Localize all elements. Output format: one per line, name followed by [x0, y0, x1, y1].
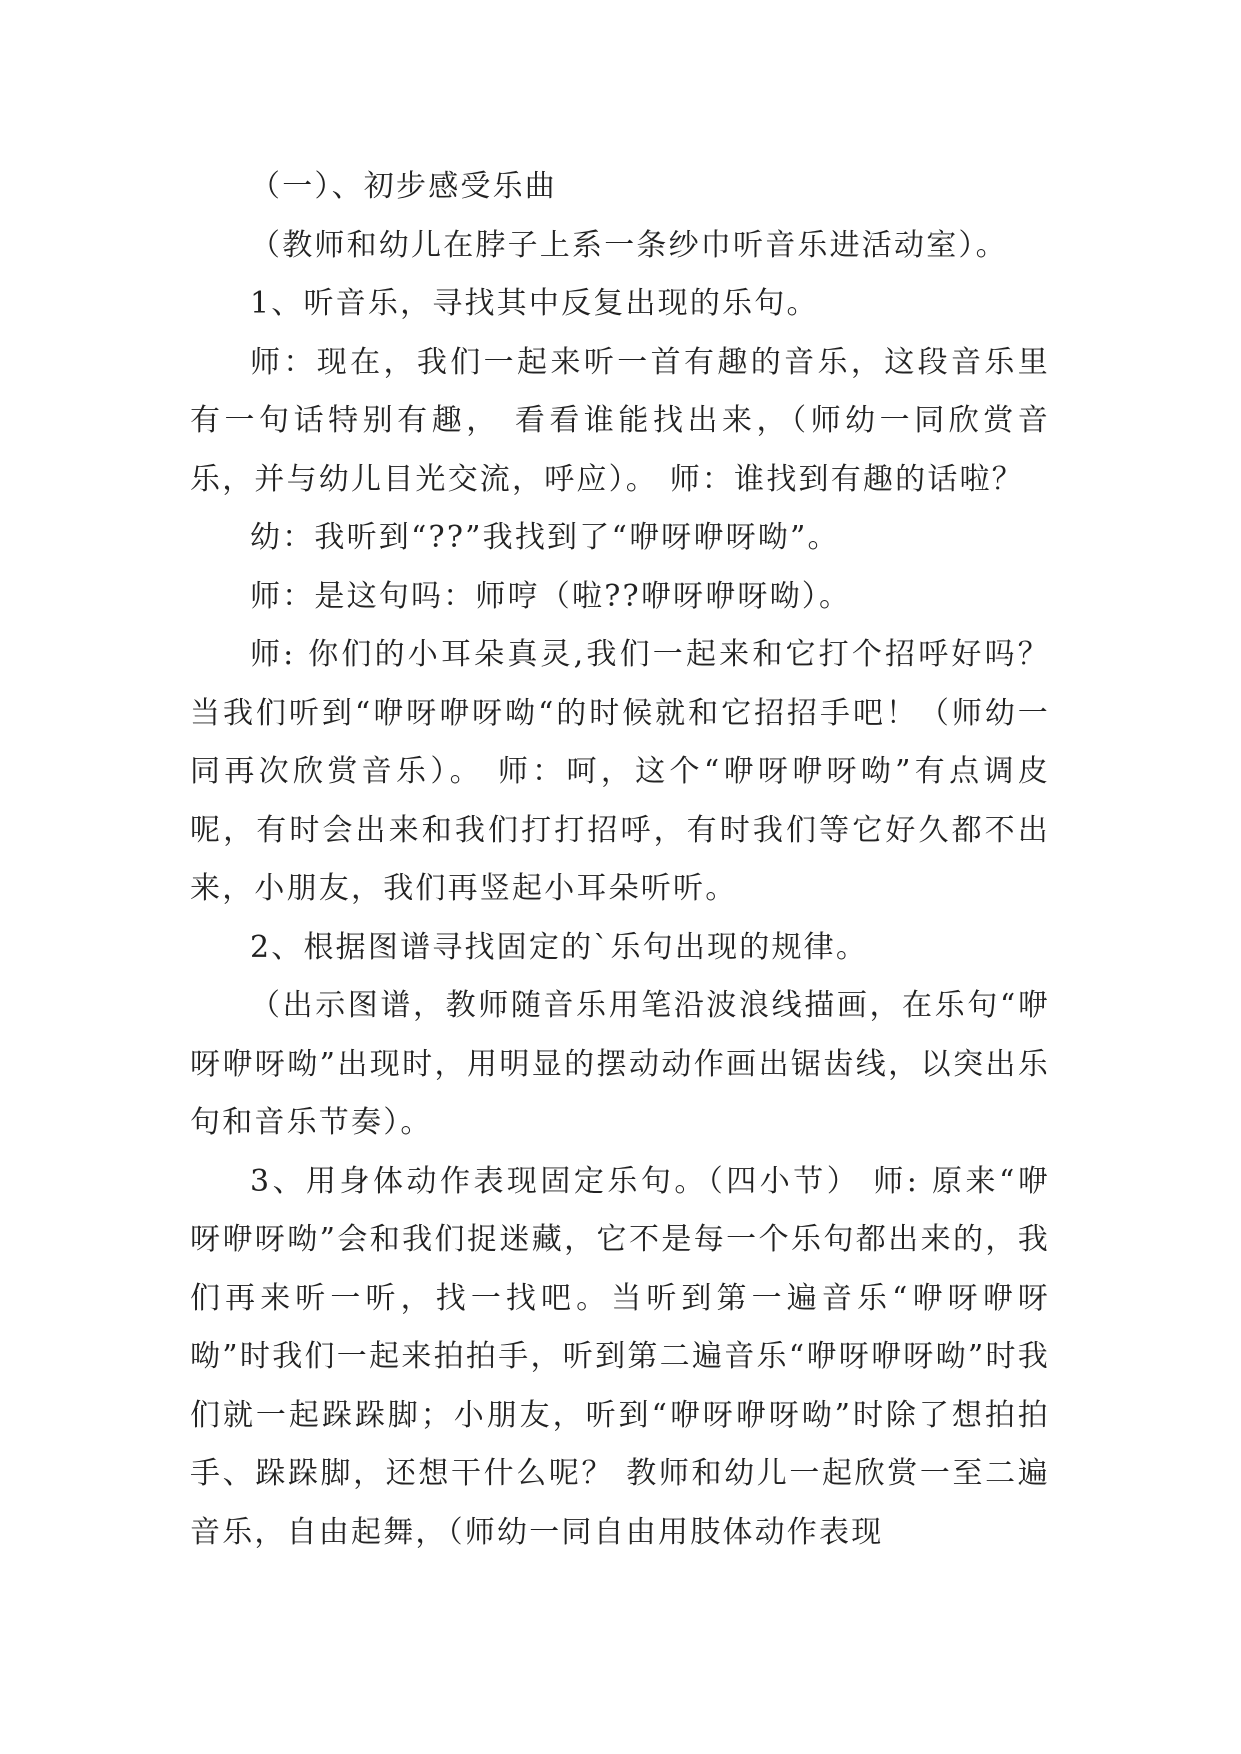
paragraph: 1、听音乐，寻找其中反复出现的乐句。 [250, 286, 819, 321]
paragraph: 3、用身体动作表现固定乐句。（四小节） 师: 原来“咿呀咿呀呦”会和我们捉迷藏，它不是每一个乐句都出来的，我们再来听一听，找一找吧。当听到第一遍音乐“咿呀咿呀呦”时我们一起来拍拍手，听到第二遍音乐“咿呀咿呀呦”时我们就一起跺跺脚；小朋友，听到“咿呀咿呀呦”时除了想拍拍手、跺跺脚，还想干什么呢？ 教师和幼儿一起欣赏一至二遍音乐，自由起舞，（师幼一同自由用肢体动作表现 [190, 1163, 1050, 1550]
paragraph: 师：现在，我们一起来听一首有趣的音乐，这段音乐里有一句话特别有趣， 看看谁能找出来，（师幼一同欣赏音乐，并与幼儿目光交流，呼应）。 师：谁找到有趣的话啦？ [190, 344, 1050, 497]
paragraph: 师: 你们的小耳朵真灵,我们一起来和它打个招呼好吗？当我们听到“咿呀咿呀呦“的时候就和它招招手吧！（师幼一同再次欣赏音乐）。 师：呵，这个“咿呀咿呀呦”有点调皮呢，有时会出来和我们打打招呼，有时我们等它好久都不出来，小朋友，我们再竖起小耳朵听听。 [190, 637, 1050, 906]
paragraph: （出示图谱，教师随音乐用笔沿波浪线描画，在乐句“咿呀咿呀呦”出现时，用明显的摆动动作画出锯齿线，以突出乐句和音乐节奏）。 [190, 988, 1050, 1140]
document-body [190, 158, 1050, 1562]
paragraph: 2、根据图谱寻找固定的`乐句出现的规律。 [250, 929, 869, 965]
paragraph: 幼：我听到“??”我找到了“咿呀咿呀呦”。 [250, 520, 840, 555]
paragraph: 师：是这句吗：师哼（啦??咿呀咿呀呦）。 [250, 578, 852, 614]
section-heading: （一）、初步感受乐曲 [250, 169, 557, 204]
paragraph: （教师和幼儿在脖子上系一条纱巾听音乐进活动室）。 [250, 227, 1008, 263]
